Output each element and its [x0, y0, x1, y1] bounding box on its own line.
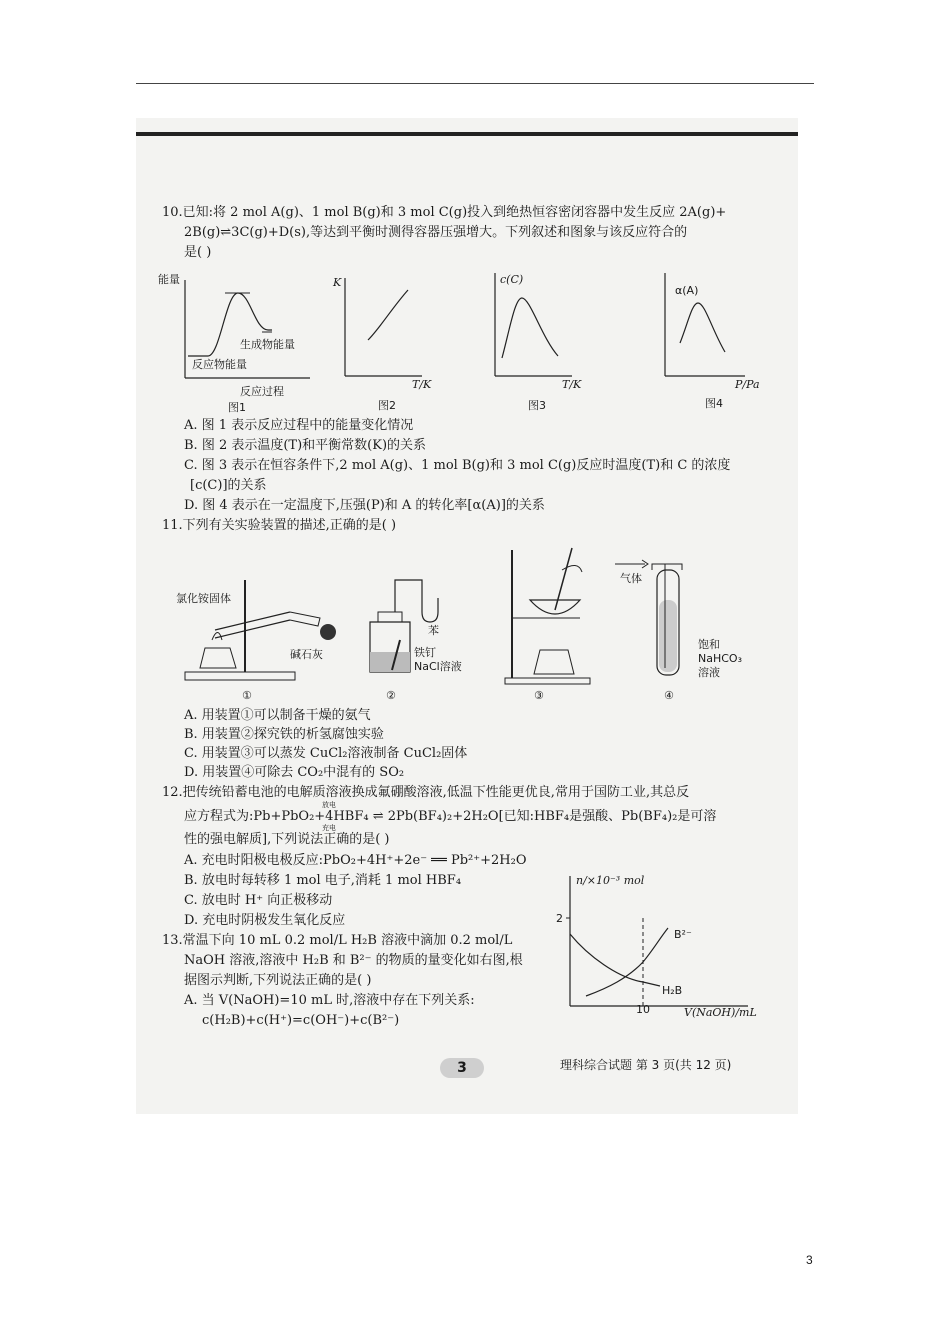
- q10-option-c: C. 图 3 表示在恒容条件下,2 mol A(g)、1 mol B(g)和 3 mol C(g)反应时温度(T)和 C 的浓度: [184, 458, 731, 473]
- footer-page-badge: 3: [440, 1058, 484, 1078]
- fig3-caption: 图3: [528, 399, 546, 412]
- q11-option-d: D. 用装置④可除去 CO₂中混有的 SO₂: [184, 765, 405, 780]
- fig2-k-vs-t: [332, 276, 432, 412]
- q12-arrow-bottom: 充电: [322, 824, 336, 832]
- fig1-product-label: 生成物能量: [240, 338, 295, 351]
- q13-graph: [548, 866, 770, 1026]
- fig4-alpha-vs-p: [665, 273, 760, 410]
- apparatus-4: [615, 560, 742, 702]
- q10-line1: 10.已知:将 2 mol A(g)、1 mol B(g)和 3 mol C(g)投入到绝热恒容密闭容器中发生反应 2A(g)+: [162, 205, 727, 220]
- apparatus-3: [505, 548, 590, 702]
- q13-line1: 13.常温下向 10 mL 0.2 mol/L H₂B 溶液中滴加 0.2 mol/L: [162, 933, 513, 948]
- q13-ytick: 2: [556, 912, 563, 925]
- app1-lime-label: 碱石灰: [290, 648, 323, 661]
- q11-stem: 11.下列有关实验装置的描述,正确的是( ): [162, 518, 397, 533]
- q10-line3: 是( ): [184, 245, 212, 260]
- fig2-caption: 图2: [378, 399, 396, 412]
- fig1-ylabel: 能量: [158, 273, 180, 286]
- fig1-caption: 图1: [228, 401, 246, 414]
- q10-option-c-cont: [c(C)]的关系: [190, 478, 267, 493]
- q13-series-b2: B²⁻: [674, 928, 692, 941]
- app2-num: ②: [386, 689, 396, 702]
- q12-option-b: B. 放电时每转移 1 mol 电子,消耗 1 mol HBF₄: [184, 873, 462, 888]
- q13-option-a: A. 当 V(NaOH)=10 mL 时,溶液中存在下列关系:: [184, 993, 475, 1008]
- q13-xtick: 10: [636, 1003, 650, 1016]
- fig1-xlabel: 反应过程: [240, 385, 284, 398]
- q12-option-d: D. 充电时阴极发生氧化反应: [184, 913, 346, 928]
- q13-line3: 据图示判断,下列说法正确的是( ): [184, 973, 372, 988]
- app4-num: ④: [664, 689, 674, 702]
- q13-series-h2b: H₂B: [662, 984, 683, 997]
- fig4-ylabel: α(A): [675, 284, 699, 297]
- apparatus-1: [176, 580, 336, 702]
- footer-text: 理科综合试题 第 3 页(共 12 页): [560, 1058, 732, 1072]
- q12-option-a: A. 充电时阳极电极反应:PbO₂+4H⁺+2e⁻ ══ Pb²⁺+2H₂O: [184, 853, 527, 868]
- q11-option-c: C. 用装置③可以蒸发 CuCl₂溶液制备 CuCl₂固体: [184, 746, 468, 761]
- q12-line2: 应方程式为:Pb+PbO₂+4HBF₄ ⇌ 2Pb(BF₄)₂+2H₂O[已知:HBF₄是强酸、Pb(BF₄)₂是可溶: [184, 809, 717, 824]
- fig2-ylabel: K: [333, 276, 342, 289]
- scan-top-rule: [136, 132, 798, 136]
- app4-nahco3-label: NaHCO₃: [698, 652, 742, 665]
- fig3-cc-vs-t: [495, 273, 582, 412]
- q11-apparatus: [160, 540, 780, 705]
- q13-xlabel: V(NaOH)/mL: [684, 1006, 757, 1019]
- q12-line3: 性的强电解质],下列说法正确的是( ): [184, 832, 390, 847]
- fig1-reactant-label: 反应物能量: [192, 358, 247, 371]
- app4-soln-label: 溶液: [698, 666, 720, 679]
- app4-sat-label: 饱和: [698, 638, 720, 651]
- app2-nail-label: 铁钉: [414, 646, 436, 659]
- fig4-xlabel: P/Pa: [735, 378, 760, 391]
- q11-option-a: A. 用装置①可以制备干燥的氨气: [184, 708, 371, 723]
- q10-option-a: A. 图 1 表示反应过程中的能量变化情况: [184, 418, 414, 433]
- app1-num: ①: [242, 689, 252, 702]
- page-number: 3: [806, 1253, 813, 1267]
- fig3-ylabel: c(C): [500, 273, 524, 286]
- fig1-energy-diagram: [158, 272, 310, 414]
- fig2-xlabel: T/K: [412, 378, 432, 391]
- q13-option-a-relation: c(H₂B)+c(H⁺)=c(OH⁻)+c(B²⁻): [202, 1013, 400, 1028]
- q13-line2: NaOH 溶液,溶液中 H₂B 和 B²⁻ 的物质的量变化如右图,根: [184, 953, 523, 968]
- q12-option-c: C. 放电时 H⁺ 向正极移动: [184, 893, 333, 908]
- q10-line2: 2B(g)⇌3C(g)+D(s),等达到平衡时测得容器压强增大。下列叙述和图象与该反应符合的: [184, 225, 688, 240]
- fig4-caption: 图4: [705, 397, 723, 410]
- app2-benzene-label: 苯: [428, 624, 439, 637]
- q10-option-d: D. 图 4 表示在一定温度下,压强(P)和 A 的转化率[α(A)]的关系: [184, 498, 545, 513]
- fig3-xlabel: T/K: [562, 378, 582, 391]
- q11-option-b: B. 用装置②探究铁的析氢腐蚀实验: [184, 727, 384, 742]
- apparatus-2: [370, 580, 462, 702]
- q12-line1: 12.把传统铅蓄电池的电解质溶液换成氟硼酸溶液,低温下性能更优良,常用于国防工业,其总反: [162, 785, 690, 800]
- app3-num: ③: [534, 689, 544, 702]
- q10-option-b: B. 图 2 表示温度(T)和平衡常数(K)的关系: [184, 438, 427, 453]
- q13-ylabel: n/×10⁻³ mol: [576, 874, 645, 887]
- app1-solid-label: 氯化铵固体: [176, 592, 231, 605]
- app4-gas-label: 气体: [620, 572, 642, 585]
- q10-figures: [150, 268, 780, 416]
- app2-solution-label: NaCl溶液: [414, 660, 462, 673]
- q12-arrow-top: 放电: [322, 801, 336, 809]
- header-rule: [136, 83, 814, 84]
